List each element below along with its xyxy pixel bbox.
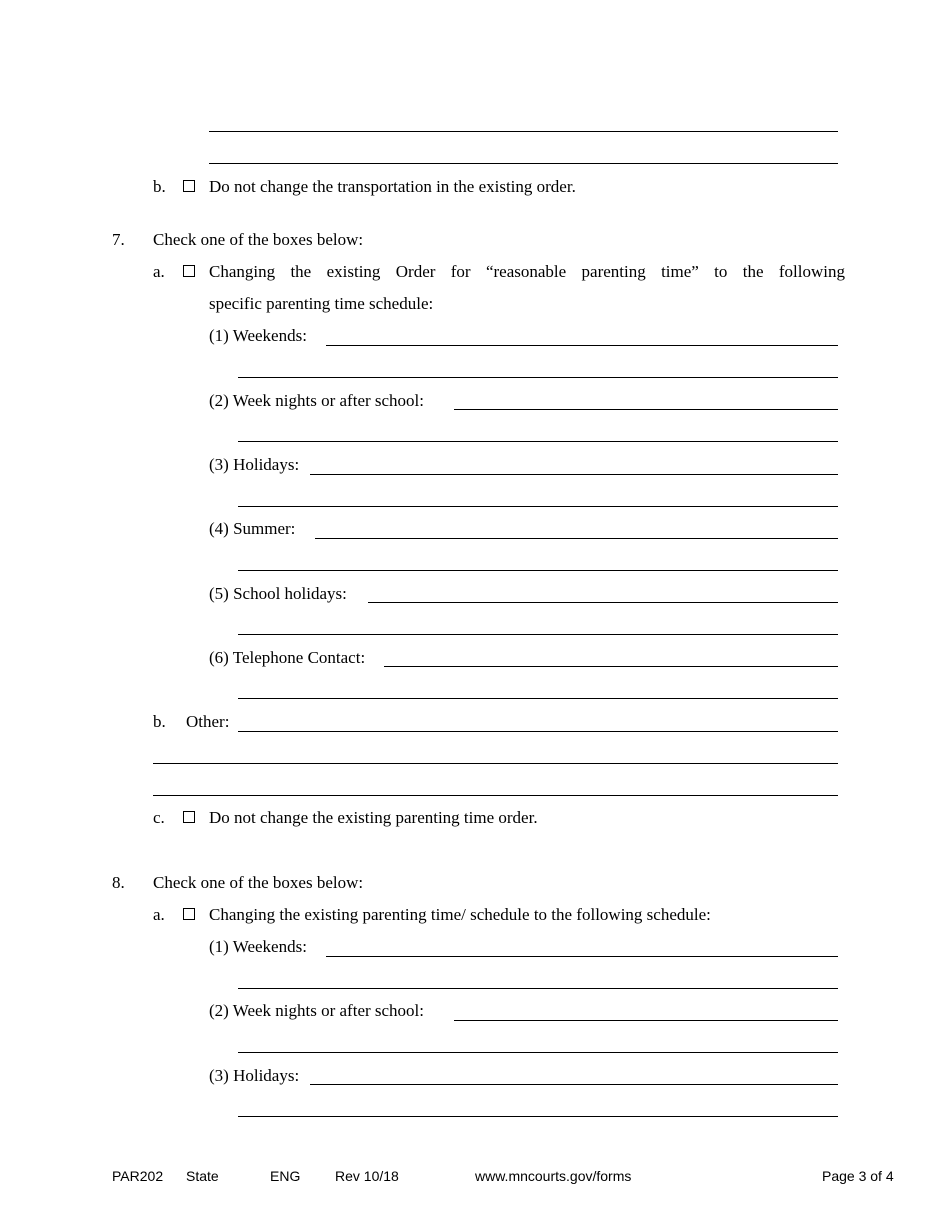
field-school-holidays-line2[interactable] (238, 634, 838, 635)
field-other-line3[interactable] (153, 795, 838, 796)
footer-language: ENG (270, 1168, 301, 1184)
item7-c-text: Do not change the existing parenting time order. (209, 808, 538, 827)
field-weekends-line2[interactable] (238, 377, 838, 378)
field-weeknights-label: (2) Week nights or after school: (209, 391, 425, 410)
item6-b-checkbox[interactable] (183, 180, 195, 192)
item8-field-weekends-label: (1) Weekends: (209, 937, 307, 956)
field-holidays-label: (3) Holidays: (209, 455, 300, 474)
footer-form-id: PAR202 (112, 1168, 164, 1184)
field-weekends-label: (1) Weekends: (209, 326, 307, 345)
item8-a-label: a. (153, 905, 165, 924)
item7-number: 7. (112, 230, 125, 249)
item8-field-holidays-label: (3) Holidays: (209, 1066, 300, 1085)
item8-field-holidays-line2[interactable] (238, 1116, 838, 1117)
item7-a-text-line2: specific parenting time schedule: (209, 294, 434, 313)
item8-field-weeknights-line2[interactable] (238, 1052, 838, 1053)
field-telephone-line2[interactable] (238, 698, 838, 699)
item7-c-checkbox[interactable] (183, 811, 195, 823)
field-weeknights-line[interactable] (454, 409, 838, 410)
field-holidays-line2[interactable] (238, 506, 838, 507)
item8-field-weekends-line2[interactable] (238, 988, 838, 989)
item7-c-label: c. (153, 808, 165, 827)
field-other-line[interactable] (238, 731, 838, 732)
item6-b-label: b. (153, 177, 166, 196)
footer-page: Page 3 of 4 (822, 1168, 894, 1184)
answer-line[interactable] (209, 163, 838, 164)
field-summer-line2[interactable] (238, 570, 838, 571)
field-summer-line[interactable] (315, 538, 838, 539)
footer-url[interactable]: www.mncourts.gov/forms (475, 1168, 632, 1184)
field-other-line2[interactable] (153, 763, 838, 764)
item7-b-label: b. (153, 712, 166, 731)
item8-field-weeknights-line[interactable] (454, 1020, 838, 1021)
item6-b-text: Do not change the transportation in the existing order. (209, 177, 576, 196)
item7-heading: Check one of the boxes below: (153, 230, 364, 249)
field-telephone-label: (6) Telephone Contact: (209, 648, 366, 667)
field-school-holidays-line[interactable] (368, 602, 838, 603)
field-holidays-line[interactable] (310, 474, 838, 475)
item7-a-text-line1: Changing the existing Order for “reasonable parenting time” to the following (209, 262, 845, 281)
item8-number: 8. (112, 873, 125, 892)
field-school-holidays-label: (5) School holidays: (209, 584, 347, 603)
item8-heading: Check one of the boxes below: (153, 873, 364, 892)
item7-a-checkbox[interactable] (183, 265, 195, 277)
answer-line[interactable] (209, 131, 838, 132)
field-weekends-line[interactable] (326, 345, 838, 346)
item8-field-holidays-line[interactable] (310, 1084, 838, 1085)
field-summer-label: (4) Summer: (209, 519, 296, 538)
item8-a-text: Changing the existing parenting time/ schedule to the following schedule: (209, 905, 711, 924)
item8-field-weekends-line[interactable] (326, 956, 838, 957)
item8-a-checkbox[interactable] (183, 908, 195, 920)
footer-jurisdiction: State (186, 1168, 219, 1184)
footer-revision: Rev 10/18 (335, 1168, 399, 1184)
field-telephone-line[interactable] (384, 666, 838, 667)
item7-b-text: Other: (186, 712, 230, 731)
field-weeknights-line2[interactable] (238, 441, 838, 442)
item8-field-weeknights-label: (2) Week nights or after school: (209, 1001, 425, 1020)
item7-a-label: a. (153, 262, 165, 281)
